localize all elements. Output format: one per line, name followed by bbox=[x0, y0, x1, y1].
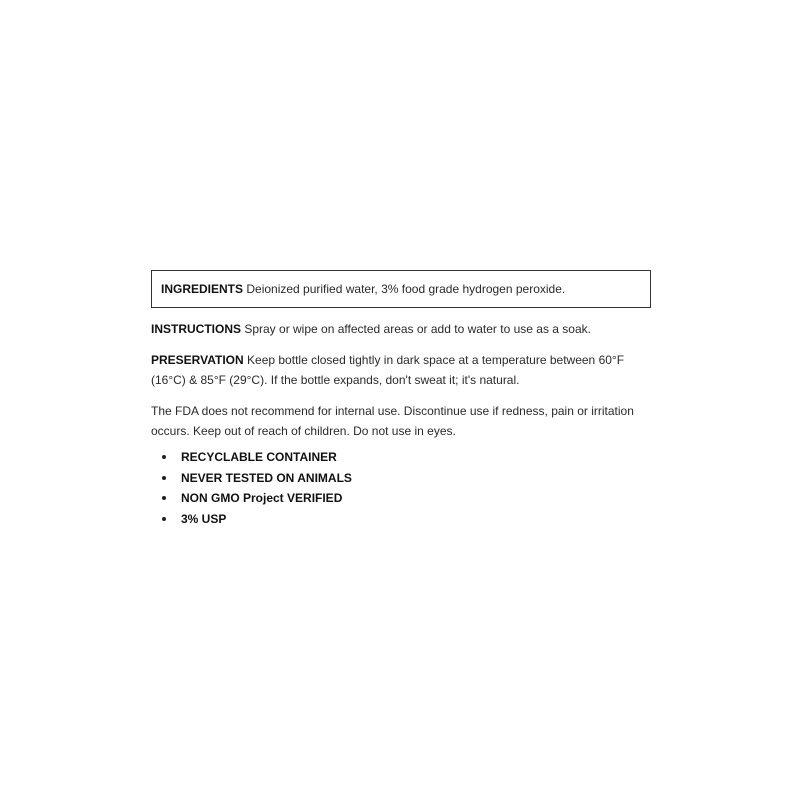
instructions-text bbox=[151, 319, 651, 339]
feature-label: 3% USP bbox=[181, 511, 227, 526]
ingredients-text bbox=[161, 279, 565, 299]
preservation-value: Keep bottle closed tightly in dark space at a temperature between 60°F (16°C) & 85°F (29°C). If the bottle expands, don't sweat it; it's natural. bbox=[151, 353, 625, 387]
features-list bbox=[151, 447, 651, 529]
ingredients-value: Deionized purified water, 3% food grade hydrogen peroxide. bbox=[243, 282, 566, 296]
preservation-text bbox=[151, 350, 651, 390]
feature-item bbox=[162, 509, 651, 530]
bullet-icon bbox=[162, 476, 166, 480]
bullet-icon bbox=[162, 455, 166, 459]
ingredients-label: INGREDIENTS bbox=[161, 282, 244, 296]
ingredients-box bbox=[151, 270, 651, 308]
bullet-icon bbox=[162, 517, 166, 521]
feature-label: NEVER TESTED ON ANIMALS bbox=[181, 470, 352, 485]
preservation-label: PRESERVATION bbox=[151, 353, 244, 367]
feature-item bbox=[162, 488, 651, 509]
bullet-icon bbox=[162, 496, 166, 500]
feature-item bbox=[162, 447, 651, 468]
feature-label: NON GMO Project VERIFIED bbox=[181, 491, 343, 505]
instructions-label: INSTRUCTIONS bbox=[151, 322, 241, 336]
feature-item bbox=[162, 468, 651, 489]
warning-text: The FDA does not recommend for internal use. Discontinue use if redness, pain or irritation occurs. Keep out of reach of children. Do not use in eyes. bbox=[151, 404, 634, 438]
product-info bbox=[151, 270, 651, 529]
instructions-value: Spray or wipe on affected areas or add to water to use as a soak. bbox=[241, 322, 591, 336]
feature-label: RECYCLABLE CONTAINER bbox=[181, 450, 337, 464]
